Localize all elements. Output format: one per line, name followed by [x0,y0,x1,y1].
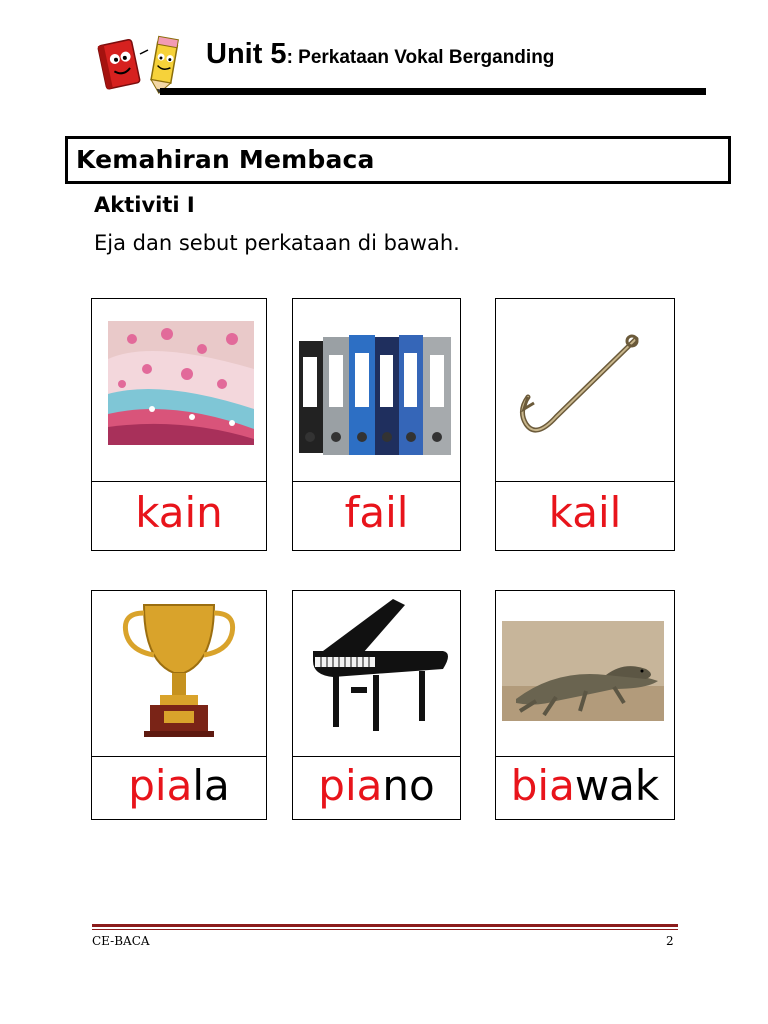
cloth-fabric-icon [92,299,266,482]
footer-label: CE-BACA [92,934,150,948]
fish-hook-icon [496,299,674,482]
word-label [92,480,266,550]
word-highlight: pia [128,761,193,810]
activity-label: Aktiviti I [94,193,195,217]
trophy-icon [92,591,266,757]
word-label [496,756,674,819]
footer-divider-thick [92,924,678,927]
word-highlight: fail [344,488,409,537]
word-card-fail [292,298,461,551]
word-label [293,756,460,819]
word-rest: wak [574,761,660,810]
word-card-biawak [495,590,675,820]
word-highlight: bia [510,761,575,810]
monitor-lizard-icon [496,591,674,757]
word-card-kain [91,298,267,551]
word-label [496,480,674,550]
word-label [293,480,460,550]
word-card-kail [495,298,675,551]
word-card-piano [292,590,461,820]
word-highlight: kain [135,488,223,537]
unit-label: Unit 5 [206,38,287,70]
word-card-piala [91,590,267,820]
word-rest: la [192,761,230,810]
section-title: Kemahiran Membaca [76,145,375,174]
footer-divider-thin [92,929,678,930]
word-highlight: pia [318,761,383,810]
unit-heading [206,40,554,69]
word-label [92,756,266,819]
page-number: 2 [666,934,674,948]
word-highlight: kail [548,488,622,537]
word-rest: no [382,761,435,810]
unit-subtitle: : Perkataan Vokal Berganding [286,47,555,68]
book-pencil-mascot-icon [96,32,188,94]
header-divider [160,88,706,95]
instruction-text: Eja dan sebut perkataan di bawah. [94,231,460,255]
grand-piano-icon [293,591,460,757]
file-binders-icon [293,299,460,482]
